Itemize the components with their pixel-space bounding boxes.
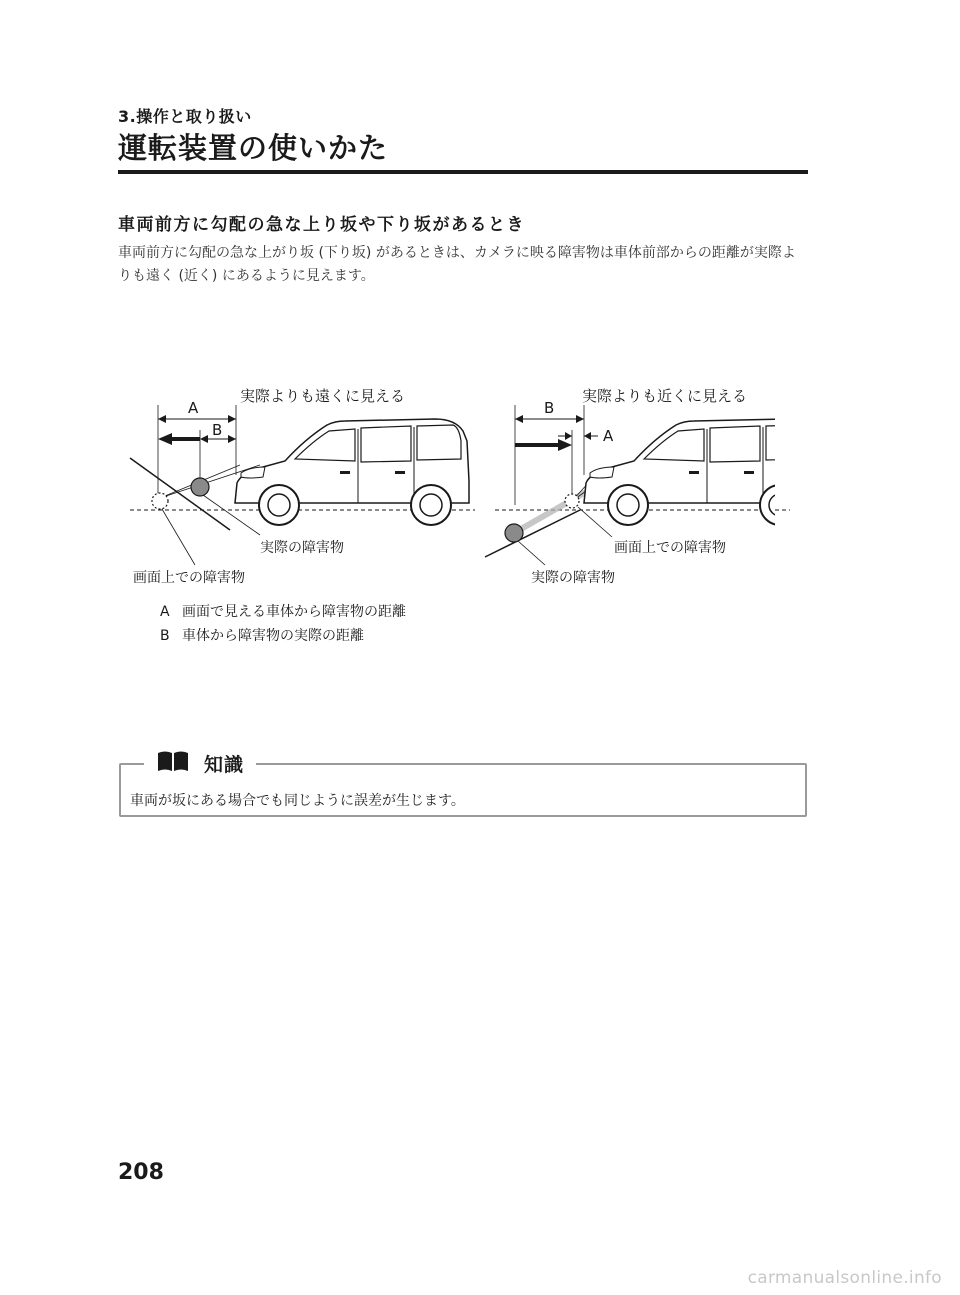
right-caption: 実際よりも近くに見える	[582, 387, 748, 405]
screen-obstacle-marker	[152, 493, 168, 509]
legend-item-a	[160, 601, 406, 621]
screen-obstacle-marker	[565, 494, 579, 508]
left-label-b: B	[212, 421, 223, 439]
note-text: 車両が坂にある場合でも同じように誤差が生じます。	[130, 793, 465, 809]
right-panel	[485, 387, 800, 586]
section-heading: 車両前方に勾配の急な上り坂や下り坂があるとき	[118, 215, 525, 235]
left-actual-obstacle: 実際の障害物	[260, 540, 344, 556]
page-title: 運転装置の使いかた	[118, 131, 389, 165]
legend-text: 画面で見える車体から障害物の距離	[182, 604, 406, 620]
left-panel	[130, 387, 475, 586]
watermark: carmanualsonline.info	[747, 1268, 942, 1288]
left-screen-obstacle: 画面上での障害物	[133, 570, 245, 586]
note-header	[144, 748, 256, 778]
slope-line	[485, 510, 580, 557]
right-label-b: B	[544, 399, 555, 417]
note-label: 知識	[204, 753, 245, 776]
right-actual-obstacle: 実際の障害物	[531, 570, 615, 586]
left-caption: 実際よりも遠くに見える	[240, 387, 406, 405]
slope-line	[130, 458, 230, 530]
section-body: 車両前方に勾配の急な上がり坂 (下り坂) があるときは、カメラに映る障害物は車体前部からの距離が実際よりも遠く (近く) にあるように見えます。	[118, 245, 796, 284]
legend-key: B	[160, 628, 170, 644]
book-icon	[156, 749, 190, 777]
title-divider	[118, 170, 808, 174]
chapter-label: 3.操作と取り扱い	[118, 107, 252, 126]
slope-diagram	[100, 375, 800, 595]
actual-obstacle-marker	[191, 478, 209, 496]
page-number: 208	[118, 1160, 164, 1185]
right-label-a: A	[603, 427, 614, 445]
right-screen-obstacle: 画面上での障害物	[614, 540, 726, 556]
legend-key: A	[160, 604, 170, 620]
actual-obstacle-marker	[505, 524, 523, 542]
left-label-a: A	[188, 399, 199, 417]
legend-text: 車体から障害物の実際の距離	[182, 628, 364, 644]
legend-item-b	[160, 625, 364, 645]
